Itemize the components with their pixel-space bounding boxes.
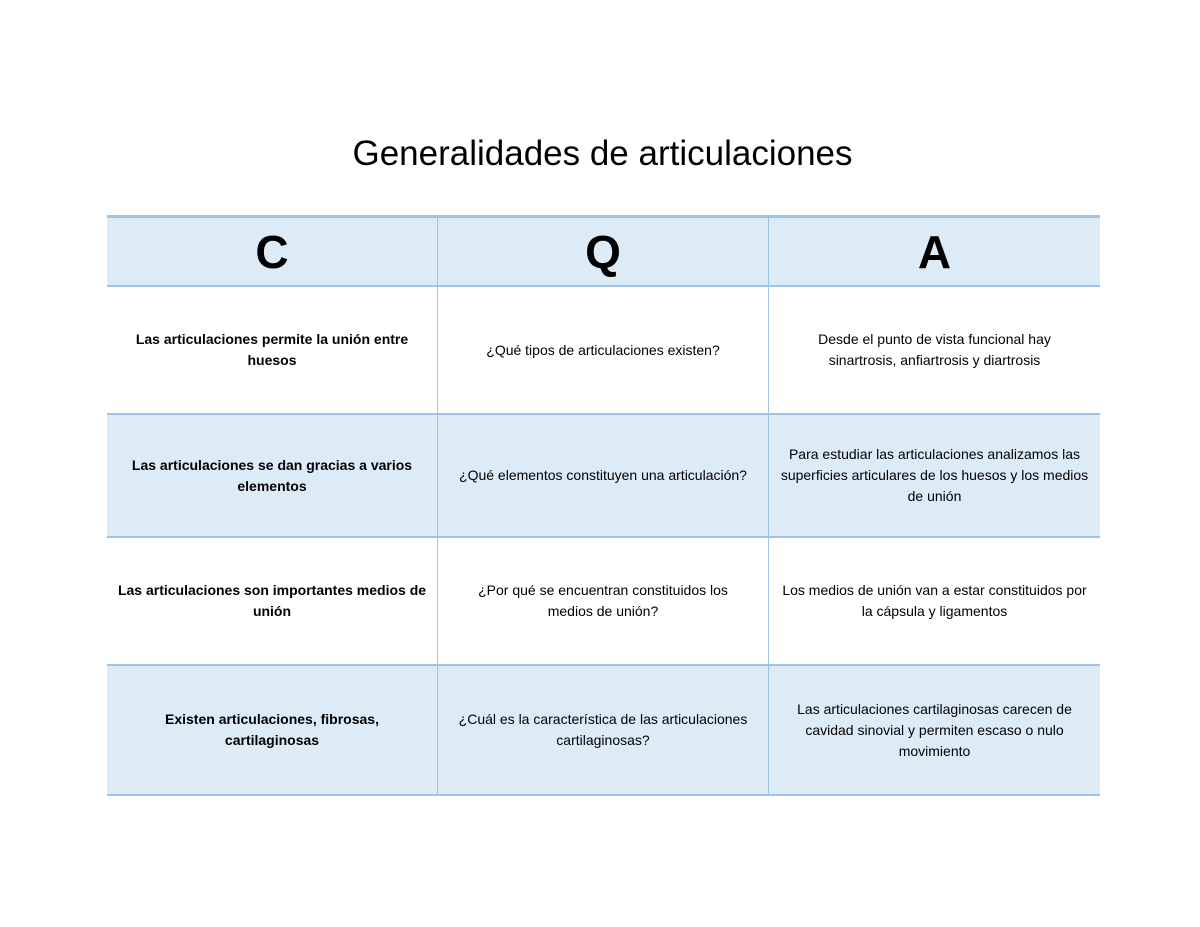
cell-q: ¿Por qué se encuentran constituidos los medios de unión? — [438, 538, 769, 664]
cell-a: Las articulaciones cartilaginosas carecen de cavidad sinovial y permiten escaso o nulo movimiento — [797, 700, 1072, 759]
header-a: A — [917, 225, 952, 278]
cell-c: Las articulaciones permite la unión entre huesos — [107, 287, 438, 413]
cqa-table — [107, 215, 1100, 796]
header-q: Q — [438, 218, 769, 285]
cell-c: Existen articulaciones, fibrosas, cartilaginosas — [107, 666, 438, 794]
cell-a: Para estudiar las articulaciones analizamos las superficies articulares de los huesos y los medios de unión — [780, 446, 1089, 504]
table-row — [107, 415, 1100, 538]
page-title: Generalidades de articulaciones — [352, 134, 853, 173]
header-c: C — [107, 218, 438, 285]
cell-q: ¿Cuál es la característica de las articulaciones cartilaginosas? — [438, 666, 769, 794]
cell-q: ¿Qué tipos de articulaciones existen? — [438, 287, 769, 413]
table-row — [107, 287, 1100, 415]
cell-a: Los medios de unión van a estar constituidos por la cápsula y ligamentos — [782, 582, 1087, 619]
cell-q: ¿Qué elementos constituyen una articulación? — [438, 415, 769, 536]
cell-c: Las articulaciones son importantes medios de unión — [107, 538, 438, 664]
cell-a: Desde el punto de vista funcional hay sinartrosis, anfiartrosis y diartrosis — [818, 331, 1051, 368]
cell-c: Las articulaciones se dan gracias a varios elementos — [107, 415, 438, 536]
table-header-row — [107, 218, 1100, 287]
table-row — [107, 666, 1100, 794]
table-row — [107, 538, 1100, 666]
